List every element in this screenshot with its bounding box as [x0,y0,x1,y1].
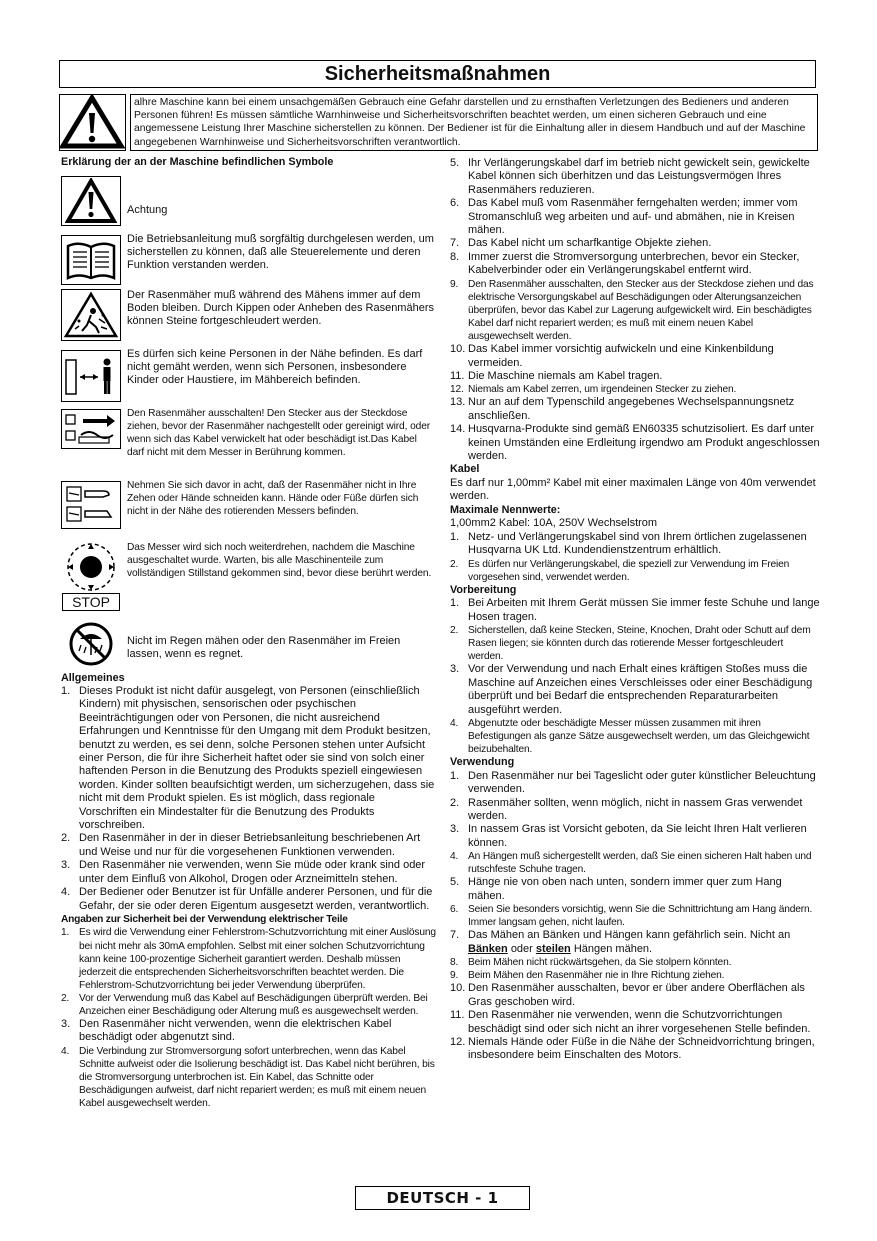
symbol-row [61,176,436,230]
right-column [450,157,820,1063]
symbol-text: Achtung [127,203,168,216]
list-item: 8. Immer zuerst die Stromversorgung unterbrechen, bevor ein Stecker, Kabelverbinder oder ein Verlängerungskabel entfernt wird. [450,250,800,277]
list-item: 7. Das Kabel nicht um scharfkantige Objekte ziehen. [450,237,712,250]
list-item: 8. Beim Mähen nicht rückwärtsgehen, da Sie stolpern könnten. [450,957,732,969]
no-rain-icon [67,621,115,667]
symbol-box [61,350,121,402]
general-heading: Allgemeines [61,671,125,684]
intro-warning-box [59,94,126,151]
cable-text: Es darf nur 1,00mm² Kabel mit einer maximalen Länge von 40m verwendet werden. [450,476,816,503]
list-item: 5. Ihr Verlängerungskabel darf im betrieb nicht gewickelt sein, gewickelte Kabel können sich überhitzen und das Leistungsvermögen Ihres Rasenmähers reduzieren. [450,157,810,196]
cable-heading: Kabel [450,463,480,476]
page-title: Sicherheitsmaßnahmen [59,60,816,88]
list-item: 4. Die Verbindung zur Stromversorgung sofort unterbrechen, wenn das Kabel Schnitte aufweist oder die Isolierung beschädigt ist. Das Kabel nicht berühren, bis die Stromversorgung unterbrochen ist. Ein Kabel, das Schnitte oder Beschädigungen aufweist, darf nicht repariert werden; es muß mit einem neuen Kabel ausgewechselt werden. [61,1045,435,1110]
list-item: 1. Den Rasenmäher nur bei Tageslicht oder guter künstlicher Beleuchtung verwenden. [450,769,816,796]
blade-hands-feet-icon [63,483,119,527]
symbol-row [61,621,436,670]
general-list [61,685,436,913]
symbol-row [61,233,436,287]
ratings-heading: Maximale Nennwerte: [450,503,561,516]
warning-triangle-icon [65,178,117,224]
symbol-text: Es dürfen sich keine Personen in der Nähe befinden. Es darf nicht gemäht werden, wenn sich Personen, insbesondere Kinder oder Haustiere, im Mähbereich befinden. [127,347,423,387]
list-item: 12. Niemals Hände oder Füße in die Nähe der Schneidvorrichtung bringen, insbesondere beim Einschalten des Motors. [450,1035,815,1062]
list-item: 2. Vor der Verwendung muß das Kabel auf Beschädigungen überprüft werden. Bei Anzeichen einer Beschädigung oder Alterung muß es ausgewechselt werden. [61,992,428,1017]
page-footer: DEUTSCH - 1 [355,1186,530,1210]
blade-stop-icon [64,541,118,593]
list-item: 2. Sicherstellen, daß keine Stecken, Steine, Knochen, Draht oder Schutt auf dem Rasen liegen; sie könnten durch das rotierende Messer fortgeschleudert werden. [450,625,811,663]
symbol-text: Nehmen Sie sich davor in acht, daß der Rasenmäher nicht in Ihre Zehen oder Hände schneiden kann. Hände oder Füße dürfen sich nicht in der Nähe des rotierenden Messers befinden. [127,479,419,517]
symbol-box [61,235,121,285]
warning-triangle-icon [60,95,125,150]
list-item: 2. Den Rasenmäher in der in dieser Betriebsanleitung beschriebenen Art und Weise und nur für die vorgesehenen Funktionen verwenden. [61,832,421,858]
list-item: 7. Das Mähen an Bänken und Hängen kann gefährlich sein. Nicht an Bänken oder steilen Hängen mähen. [450,929,791,955]
symbol-row [61,289,436,346]
list-item: 2. Rasenmäher sollten, wenn möglich, nicht in nassem Gras verwendet werden. [450,796,803,822]
list-item: 9. Den Rasenmäher ausschalten, den Stecker aus der Steckdose ziehen und das elektrische Versorgungskabel auf Beschädigungen oder Alterungsanzeichen überprüfen, bevor das Kabel zur Lagerung aufgewickelt wird. Ein beschädigtes Kabel darf nicht repariert werden; es muß mit einem neuen Kabel ausgewechselt werden. [450,278,814,343]
ratings-text: 1,00mm2 Kabel: 10A, 250V Wechselstrom [450,517,658,530]
symbol-box [61,409,121,449]
symbol-row [61,479,436,537]
list-item: 3. Den Rasenmäher nie verwenden, wenn Sie müde oder krank sind oder unter dem Einfluß von Alkohol, Drogen oder Arzneimitteln stehen. [61,859,426,885]
symbol-row [61,541,436,617]
stop-label: STOP [62,593,120,611]
thrown-objects-icon [63,291,119,339]
list-item: 14. Husqvarna-Produkte sind gemäß EN60335 schutzisoliert. Es darf unter keinen Umständen eine Erdleitung irgendwo am Produkt angeschlossen werden. [450,423,820,463]
ratings-list [450,531,820,584]
electric-list-continued [450,157,820,463]
bystander-distance-icon [63,352,119,400]
list-item: 1. Dieses Produkt ist nicht dafür ausgelegt, von Personen (einschließlich Kindern) mit physischen, sensorischen oder psychischen Beeinträchtigungen oder von Personen, die nicht ausreichend Erfahrungen und Kenntnisse für den Umgang mit dem Produkt besitzen, benutzt zu werden, es sei denn, solche Personen stehen unter Aufsicht einer Person, die für ihre Sicherheit haftet oder sie sind von solch einer haftenden Person in die Benutzung des Produkts speziell eingewiesen worden. Kinder sollten beaufsichtigt werden, um sicherzugehen, dass sie nicht mit dem Produkt spielen. Es ist möglich, dass regionale Vorschriften ein Mindestalter für die Benutzung des Produkts vorschreiben. [61,685,435,832]
bold-word: Bänken [468,942,508,955]
list-item: 4. An Hängen muß sichergestellt werden, daß Sie einen sicheren Halt haben und rutschfeste Schuhe tragen. [450,851,812,876]
list-item: 10. Den Rasenmäher ausschalten, bevor er über andere Oberflächen als Gras geschoben wird. [450,982,805,1008]
symbol-box [61,621,121,667]
list-item: 11. Die Maschine niemals am Kabel tragen. [450,369,663,382]
electric-heading: Angaben zur Sicherheit bei der Verwendung elektrischer Teile [61,913,348,925]
list-item: 4. Der Bediener oder Benutzer ist für Unfälle anderer Personen, und für die Gefahr, der sie oder deren Eigentum ausgesetzt werden, verantwortlich. [61,886,433,912]
symbol-text: Die Betriebsanleitung muß sorgfältig durchgelesen werden, um sicherstellen zu können, daß alle Steuerelemente und deren Funktion verstanden werden. [127,232,434,272]
symbol-box [61,541,121,611]
symbol-text: Der Rasenmäher muß während des Mähens immer auf dem Boden bleiben. Durch Kippen oder Anheben des Rasenmähers können Steine fortgeschleudert werden. [127,288,434,328]
list-item: 2. Es dürfen nur Verlängerungskabel, die speziell zur Verwendung im Freien vorgesehen sind, verwendet werden. [450,558,790,583]
symbol-text: Das Messer wird sich noch weiterdrehen, nachdem die Maschine ausgeschaltet wurde. Warten, bis alle Maschinenteile zum vollständigen Stillstand gekommen sind, bevor diese berührt werden. [127,541,432,579]
intro-text: alhre Maschine kann bei einem unsachgemäßen Gebrauch eine Gefahr darstellen und zu ernsthaften Verletzungen des Bedieners und anderen Personen führen! Es müssen sämtliche Warnhinweise und Sicherheitsvorschriften beachtet werden, um einen sicheren Gebrauch und eine angemessene Leistung Ihrer Maschine sicherstellen zu können. Der Bediener ist für die Einhaltung aller in diesem Handbuch und auf der Maschine angegebenen Warnhinweise und Sicherheitsvorschriften verantwortlich. [130,94,818,151]
manual-book-icon [64,238,118,282]
electric-list [61,926,436,1110]
symbols-heading: Erklärung der an der Maschine befindlichen Symbole [61,156,334,168]
list-item: 1. Bei Arbeiten mit Ihrem Gerät müssen Sie immer feste Schuhe und lange Hosen tragen. [450,597,820,623]
use-heading: Verwendung [450,756,515,769]
symbol-box [61,176,121,226]
bold-word: steilen [535,942,571,955]
list-item: 3. Den Rasenmäher nicht verwenden, wenn die elektrischen Kabel beschädigt oder abgenutzt sind. [61,1018,392,1044]
list-item: 11. Den Rasenmäher nie verwenden, wenn die Schutzvorrichtungen beschädigt sind oder sich nicht an ihrer vorgesehenen Stelle befinden. [450,1009,811,1035]
symbol-box [61,481,121,529]
symbol-box [61,289,121,341]
use-list [450,770,820,1063]
list-item: 6. Das Kabel muß vom Rasenmäher ferngehalten werden; immer vom Stromanschluß weg arbeiten und auf- und abmähen, nie in Kreisen mähen. [450,197,798,237]
list-item: 3. Vor der Verwendung und nach Erhalt eines kräftigen Stoßes muss die Maschine auf Anzeichen eines Verschleisses oder einer Beschädigung überprüft und bei Bedarf die entsprechenden Reparaturarbeiten ausgeführt werden. [450,663,813,716]
list-item: 9. Beim Mähen den Rasenmäher nie in Ihre Richtung ziehen. [450,970,725,982]
list-item: 4. Abgenutzte oder beschädigte Messer müssen zusammen mit ihren Befestigungen als ganze Sätze ausgewechselt werden, um das Gleichgewicht beizubehalten. [450,717,810,756]
left-column [61,156,436,1110]
list-item: 10. Das Kabel immer vorsichtig aufwickeln und eine Kinkenbildung vermeiden. [450,343,774,369]
symbol-text: Den Rasenmäher ausschalten! Den Stecker aus der Steckdose ziehen, bevor der Rasenmäher nachgestellt oder gereinigt wird, oder wenn sich das Kabel verwickelt hat oder beschädigt ist.Das Kabel darf nicht mit dem Messer in Berührung kommen. [127,407,431,458]
prep-heading: Vorbereitung [450,583,517,596]
list-item: 1. Netz- und Verlängerungskabel sind von Ihrem örtlichen zugelassenen Husqvarna UK Ltd. Kundendienstzentrum erhältlich. [450,530,807,557]
symbol-text: Nicht im Regen mähen oder den Rasenmäher im Freien lassen, wenn es regnet. [127,634,401,660]
list-item: 3. In nassem Gras ist Vorsicht geboten, da Sie leicht Ihren Halt verlieren können. [450,823,807,849]
list-item: 12. Niemals am Kabel zerren, um irgendeinen Stecker zu ziehen. [450,384,737,396]
prep-list [450,597,820,756]
symbol-row [61,407,436,477]
symbol-row [61,348,436,404]
list-item: 13. Nur an auf dem Typenschild angegebenes Wechselspannungsnetz anschließen. [450,396,795,422]
list-item: 5. Hänge nie von oben nach unten, sondern immer quer zum Hang mähen. [450,876,782,902]
list-item: 6. Seien Sie besonders vorsichtig, wenn Sie die Schnittrichtung am Hang ändern. Immer langsam gehen, nicht laufen. [450,904,813,929]
list-item: 1. Es wird die Verwendung einer Fehlerstrom-Schutzvorrichtung mit einer Auslösung bei nicht mehr als 30mA empfohlen. Selbst mit einer solchen Schutzvorrichtung kann keine 100-prozentige Sicherheit garantiert werden. Deshalb müssen jederzeit die entsprechenden Sicherheitsvorschriften beachtet werden. Die Fehlerstrom-Schutzvorrichtung bei jeder Verwendung überprüfen. [61,927,436,991]
unplug-icon [63,411,119,447]
